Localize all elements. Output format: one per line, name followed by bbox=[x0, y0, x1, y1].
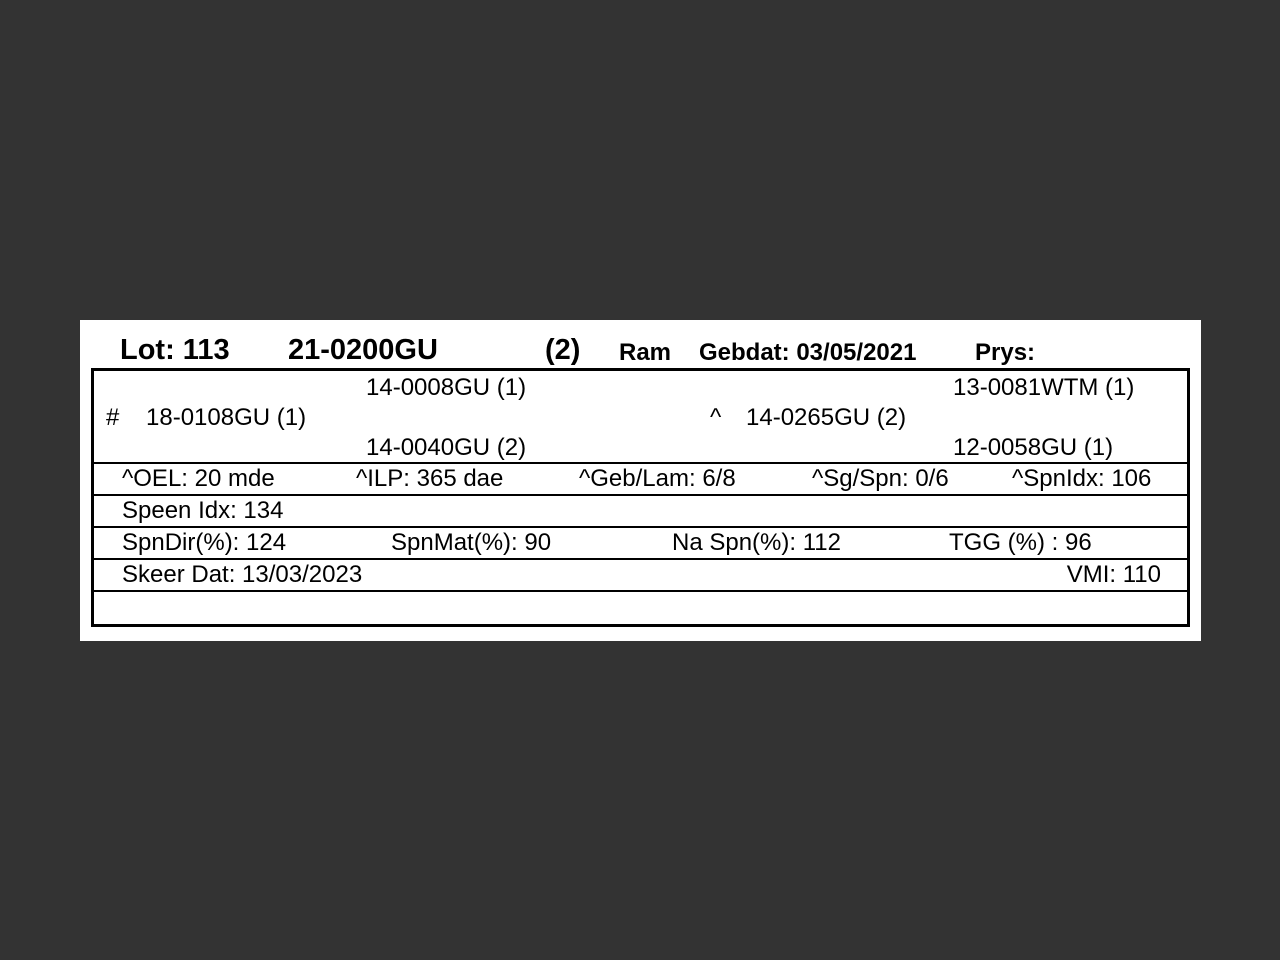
notes-row bbox=[94, 590, 1187, 624]
shearing-row bbox=[94, 558, 1187, 590]
dam-stats-row bbox=[94, 462, 1187, 494]
vmi: VMI: 110 bbox=[1066, 561, 1161, 588]
dam-dam: 12-0058GU (1) bbox=[953, 434, 1114, 461]
sire-sire: 14-0008GU (1) bbox=[366, 374, 527, 401]
lot-number: Lot: 113 bbox=[120, 334, 230, 366]
shearing-date: Skeer Dat: 13/03/2023 bbox=[122, 561, 363, 588]
spn-dir: SpnDir(%): 124 bbox=[122, 529, 287, 556]
dam-sire: 13-0081WTM (1) bbox=[953, 374, 1135, 401]
dam: 14-0265GU (2) bbox=[746, 404, 907, 431]
sire-dam: 14-0040GU (2) bbox=[366, 434, 527, 461]
oel: ^OEL: 20 mde bbox=[122, 465, 275, 492]
lot-header bbox=[80, 320, 1201, 368]
spn-idx: ^SpnIdx: 106 bbox=[1012, 465, 1152, 492]
sire: 18-0108GU (1) bbox=[146, 404, 307, 431]
spn-mat: SpnMat(%): 90 bbox=[391, 529, 552, 556]
sex: Ram bbox=[619, 339, 672, 366]
geb-lam: ^Geb/Lam: 6/8 bbox=[579, 465, 736, 492]
price: Prys: bbox=[975, 339, 1036, 366]
dam-marker: ^ bbox=[710, 404, 722, 431]
details-table bbox=[91, 368, 1190, 627]
lot-card bbox=[80, 320, 1201, 641]
ilp: ^ILP: 365 dae bbox=[356, 465, 504, 492]
generation: (2) bbox=[545, 334, 581, 366]
speen-idx: Speen Idx: 134 bbox=[122, 497, 284, 524]
speen-idx-row bbox=[94, 494, 1187, 526]
indices-row bbox=[94, 526, 1187, 558]
tgg: TGG (%) : 96 bbox=[949, 529, 1092, 556]
sg-spn: ^Sg/Spn: 0/6 bbox=[812, 465, 949, 492]
animal-id: 21-0200GU bbox=[288, 334, 438, 366]
sire-marker: # bbox=[106, 404, 120, 431]
birth-date: Gebdat: 03/05/2021 bbox=[699, 339, 917, 366]
na-spn: Na Spn(%): 112 bbox=[672, 529, 841, 556]
